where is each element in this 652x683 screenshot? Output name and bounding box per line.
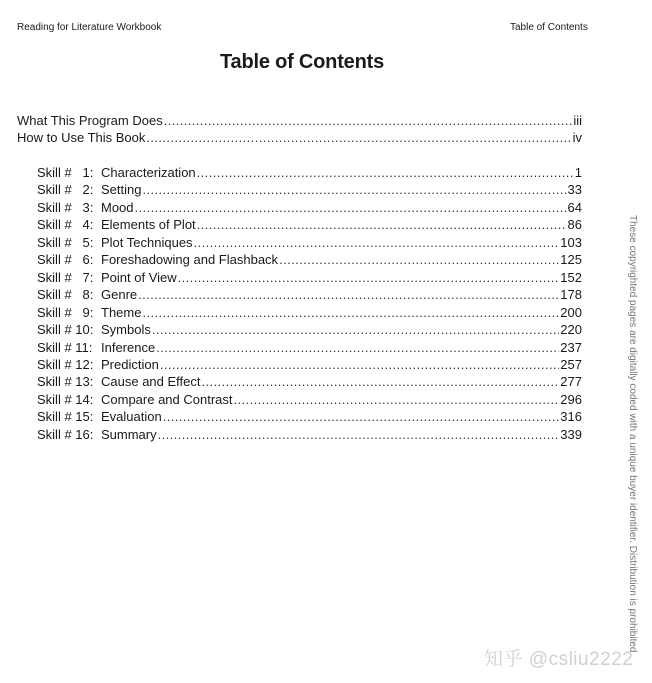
toc-entry-label xyxy=(37,339,155,356)
skill-number: Skill # 14: xyxy=(37,391,94,407)
skill-title: Plot Techniques xyxy=(101,234,193,250)
dot-leader xyxy=(163,408,560,425)
toc-entry-page: 125 xyxy=(560,252,582,268)
dot-leader xyxy=(160,356,559,373)
toc-entry-page: 86 xyxy=(567,217,582,233)
toc-entry-label: What This Program Does xyxy=(17,113,163,128)
dot-leader xyxy=(142,304,559,321)
toc-entry[interactable] xyxy=(37,181,582,198)
toc-entry-page: 277 xyxy=(560,374,582,390)
toc-entry-label xyxy=(37,181,141,198)
toc-entry-label xyxy=(37,216,196,233)
toc-entry-label xyxy=(37,408,162,425)
dot-leader xyxy=(135,199,567,216)
toc-entry[interactable] xyxy=(17,129,582,146)
toc-entry[interactable] xyxy=(37,321,582,338)
running-head-left: Reading for Literature Workbook xyxy=(17,22,162,33)
skill-number: Skill # 4: xyxy=(37,217,94,233)
skill-title: Symbols xyxy=(101,322,151,338)
toc-entry[interactable] xyxy=(37,199,582,216)
toc-entry-page: 103 xyxy=(560,234,582,250)
skill-number: Skill # 9: xyxy=(37,304,94,320)
watermark: 知乎 @csliu2222 xyxy=(484,649,634,670)
skill-title: Setting xyxy=(101,182,142,198)
toc-entry-label xyxy=(37,269,177,286)
dot-leader xyxy=(152,321,559,338)
toc-entry[interactable] xyxy=(37,426,582,443)
skill-title: Prediction xyxy=(101,356,159,372)
toc-entry-label xyxy=(37,199,134,216)
skill-number: Skill # 13: xyxy=(37,374,94,390)
toc-entry[interactable] xyxy=(37,373,582,390)
skill-title: Genre xyxy=(101,287,138,303)
running-head-right: Table of Contents xyxy=(510,22,588,33)
dot-leader xyxy=(142,181,566,198)
skill-title: Summary xyxy=(101,426,157,442)
toc-entry-label xyxy=(37,391,233,408)
dot-leader xyxy=(197,164,574,181)
toc-entry-page: 64 xyxy=(567,199,582,215)
skill-number: Skill # 5: xyxy=(37,234,94,250)
dot-leader xyxy=(146,129,571,146)
toc-entry[interactable] xyxy=(37,251,582,268)
skill-title: Inference xyxy=(101,339,156,355)
skill-number: Skill # 11: xyxy=(37,339,93,355)
toc-entry-label xyxy=(37,304,141,321)
toc-entry-page: 237 xyxy=(560,339,582,355)
toc-entry-label xyxy=(37,356,159,373)
toc-entry[interactable] xyxy=(37,391,582,408)
toc-entry-label xyxy=(37,426,157,443)
toc-entry[interactable] xyxy=(37,269,582,286)
toc-entry[interactable] xyxy=(37,408,582,425)
skill-number: Skill # 7: xyxy=(37,269,94,285)
toc-entry-label xyxy=(37,286,137,303)
toc-entry[interactable] xyxy=(37,234,582,251)
skill-title: Characterization xyxy=(101,165,196,180)
dot-leader xyxy=(164,112,573,129)
dot-leader xyxy=(156,339,559,356)
dot-leader xyxy=(138,286,559,303)
skill-title: Mood xyxy=(101,199,134,215)
toc-entry-page: 296 xyxy=(560,391,582,407)
toc-entry[interactable] xyxy=(37,286,582,303)
toc-entry-label: How to Use This Book xyxy=(17,130,146,145)
toc-entry-page: 316 xyxy=(560,409,582,425)
skill-number: Skill # 1: xyxy=(37,165,94,180)
dot-leader xyxy=(197,216,567,233)
toc-entry[interactable] xyxy=(17,112,582,129)
page-title: Table of Contents xyxy=(219,51,384,73)
toc-entry-page: 1 xyxy=(574,165,582,180)
skill-title: Compare and Contrast xyxy=(101,391,233,407)
toc-entry[interactable] xyxy=(37,356,582,373)
toc-entry[interactable] xyxy=(37,339,582,356)
skill-title: Point of View xyxy=(101,269,177,285)
dot-leader xyxy=(194,234,560,251)
skill-number: Skill # 10: xyxy=(37,322,94,338)
toc-entry-page: 178 xyxy=(560,287,582,303)
toc-entry-page: 257 xyxy=(560,356,582,372)
skill-number: Skill # 15: xyxy=(37,409,94,425)
skill-number: Skill # 16: xyxy=(37,426,94,442)
skill-title: Evaluation xyxy=(101,409,162,425)
skill-title: Foreshadowing and Flashback xyxy=(101,252,279,268)
toc-entry-page: 152 xyxy=(560,269,582,285)
toc-entry-page: 33 xyxy=(567,182,582,198)
skill-title: Theme xyxy=(101,304,142,320)
dot-leader xyxy=(234,391,560,408)
skill-number: Skill # 6: xyxy=(37,252,94,268)
toc-entry-label xyxy=(37,234,193,251)
toc-entry-page: 339 xyxy=(560,426,582,442)
toc-entry-label xyxy=(37,321,151,338)
toc-entry-label xyxy=(37,164,196,181)
toc-entry-page: 200 xyxy=(560,304,582,320)
skill-title: Elements of Plot xyxy=(101,217,196,233)
toc-entry-page: iv xyxy=(572,130,582,145)
toc-entry-page: iii xyxy=(573,113,582,128)
skill-title: Cause and Effect xyxy=(101,374,201,390)
skill-number: Skill # 8: xyxy=(37,287,94,303)
toc-entry-label xyxy=(37,251,278,268)
toc-entry-label xyxy=(37,373,201,390)
toc-entry[interactable] xyxy=(37,304,582,321)
dot-leader xyxy=(178,269,560,286)
toc-entry[interactable] xyxy=(37,164,582,181)
skill-number: Skill # 2: xyxy=(37,182,94,198)
skill-number: Skill # 3: xyxy=(37,199,94,215)
dot-leader xyxy=(158,426,560,443)
copyright-side-note: These copyrighted pages are digitally coded with a unique buyer identifier. Distribution is prohibited. xyxy=(627,215,638,656)
dot-leader xyxy=(202,373,560,390)
dot-leader xyxy=(279,251,559,268)
toc-entry-page: 220 xyxy=(560,322,582,338)
toc-entry[interactable] xyxy=(37,216,582,233)
skill-number: Skill # 12: xyxy=(37,356,94,372)
